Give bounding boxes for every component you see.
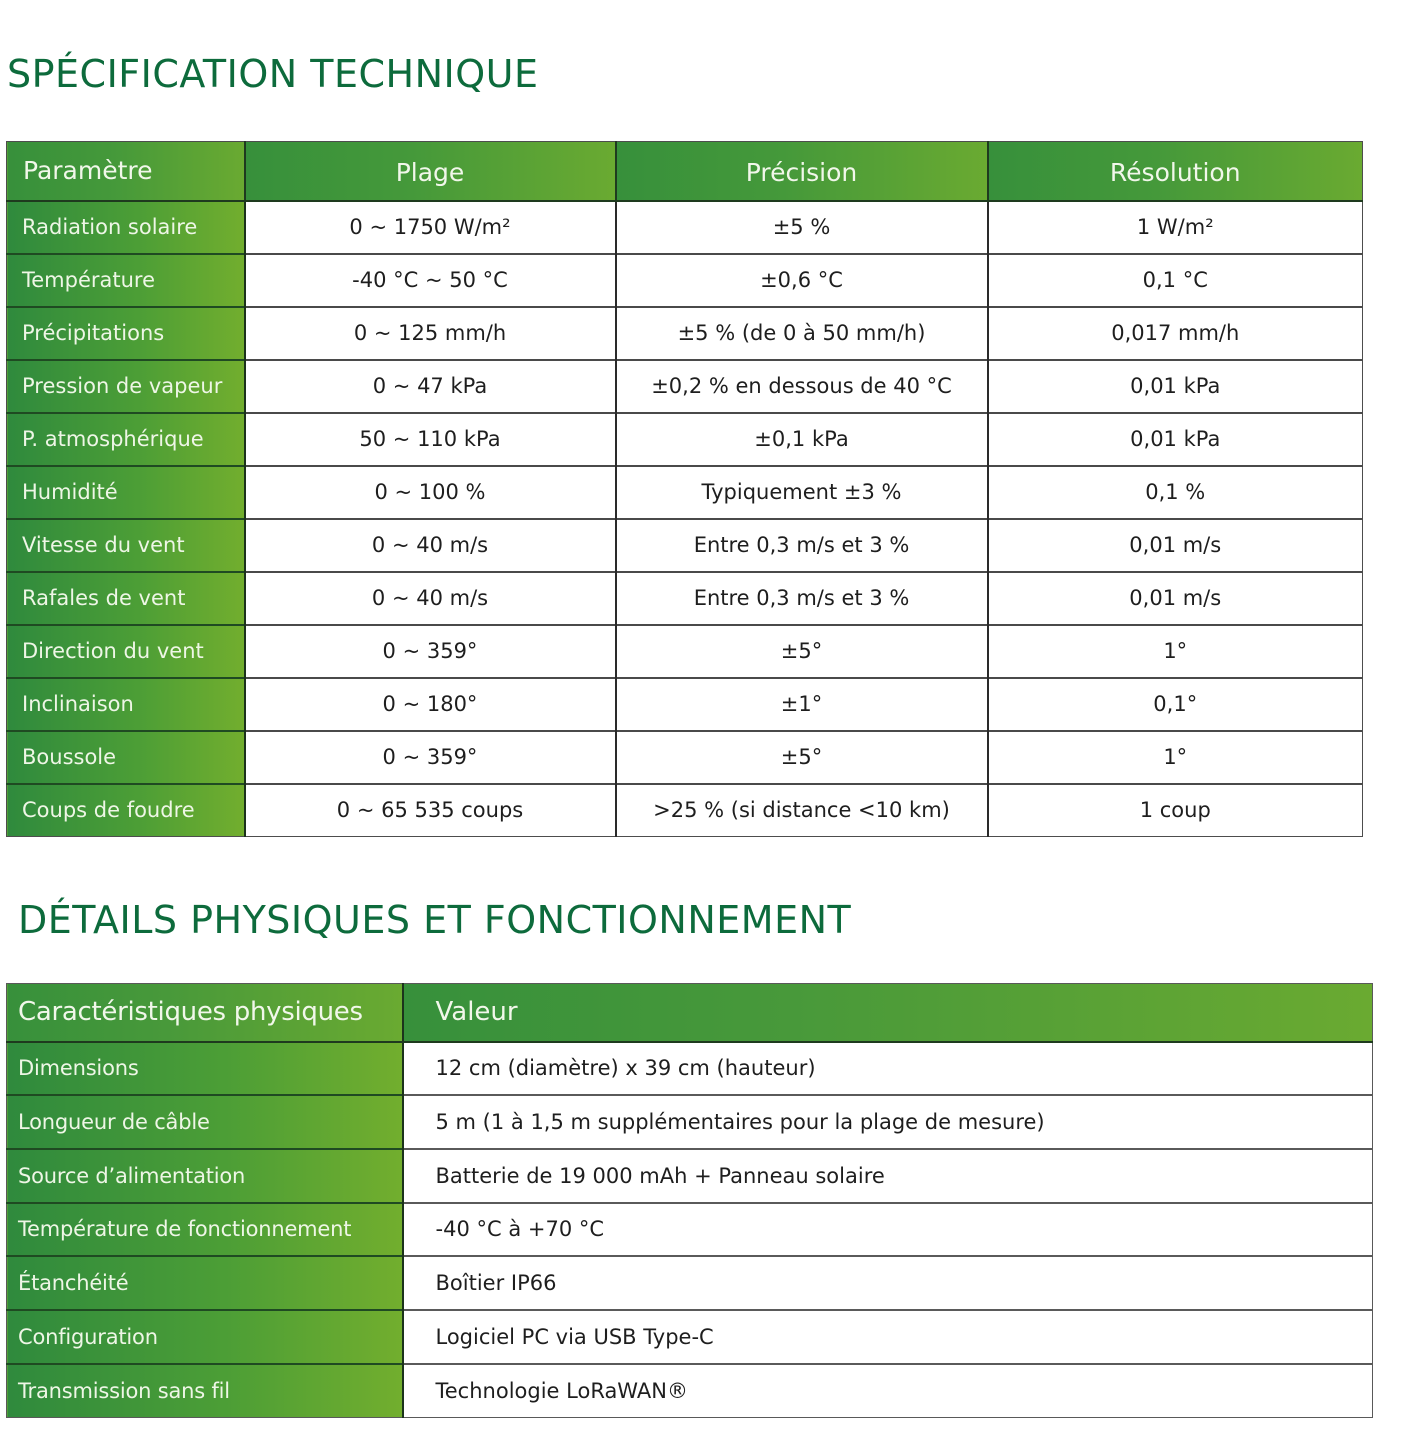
spec-cell-accuracy: Typiquement ±3 % xyxy=(616,466,988,519)
spec-cell-parameter: Précipitations xyxy=(7,307,245,360)
spec-table-row xyxy=(7,466,1363,519)
physical-table-row xyxy=(7,1364,1373,1418)
physical-table-row xyxy=(7,1310,1373,1364)
spec-cell-parameter: Rafales de vent xyxy=(7,572,245,625)
physical-cell-label: Source d’alimentation xyxy=(7,1149,403,1203)
spec-table-row xyxy=(7,519,1363,572)
spec-cell-resolution: 0,01 m/s xyxy=(988,519,1363,572)
spec-header-parameter: Paramètre xyxy=(7,142,245,201)
spec-cell-resolution: 1 coup xyxy=(988,784,1363,837)
spec-cell-resolution: 0,1° xyxy=(988,678,1363,731)
spec-table-row xyxy=(7,254,1363,307)
spec-cell-accuracy: ±1° xyxy=(616,678,988,731)
spec-cell-accuracy: ±0,6 °C xyxy=(616,254,988,307)
spec-header-accuracy: Précision xyxy=(616,142,988,201)
spec-cell-accuracy: ±5 % xyxy=(616,201,988,254)
spec-cell-range: 0 ~ 40 m/s xyxy=(245,572,616,625)
spec-cell-parameter: P. atmosphérique xyxy=(7,413,245,466)
spec-cell-resolution: 1 W/m² xyxy=(988,201,1363,254)
physical-header-value: Valeur xyxy=(403,984,1373,1042)
spec-cell-range: 0 ~ 359° xyxy=(245,731,616,784)
spec-cell-resolution: 0,01 kPa xyxy=(988,413,1363,466)
spec-cell-parameter: Température xyxy=(7,254,245,307)
spec-cell-parameter: Humidité xyxy=(7,466,245,519)
physical-cell-label: Dimensions xyxy=(7,1042,403,1096)
physical-table-row xyxy=(7,1095,1373,1149)
physical-table-row xyxy=(7,1042,1373,1096)
physical-table-header-row xyxy=(7,984,1373,1042)
spec-table-row xyxy=(7,360,1363,413)
spec-cell-parameter: Inclinaison xyxy=(7,678,245,731)
physical-cell-label: Transmission sans fil xyxy=(7,1364,403,1418)
spec-cell-range: 0 ~ 125 mm/h xyxy=(245,307,616,360)
physical-table-row xyxy=(7,1149,1373,1203)
spec-cell-parameter: Coups de foudre xyxy=(7,784,245,837)
spec-cell-range: -40 °C ~ 50 °C xyxy=(245,254,616,307)
spec-table-row xyxy=(7,307,1363,360)
physical-cell-value: Batterie de 19 000 mAh + Panneau solaire xyxy=(403,1149,1373,1203)
spec-cell-accuracy: ±5° xyxy=(616,731,988,784)
spec-cell-range: 0 ~ 180° xyxy=(245,678,616,731)
spec-cell-resolution: 1° xyxy=(988,731,1363,784)
physical-cell-value: 12 cm (diamètre) x 39 cm (hauteur) xyxy=(403,1042,1373,1096)
spec-cell-range: 0 ~ 40 m/s xyxy=(245,519,616,572)
spec-table-row xyxy=(7,572,1363,625)
spec-cell-accuracy: Entre 0,3 m/s et 3 % xyxy=(616,572,988,625)
spec-table-row xyxy=(7,784,1363,837)
spec-table-header-row xyxy=(7,142,1363,201)
spec-cell-parameter: Vitesse du vent xyxy=(7,519,245,572)
spec-cell-range: 0 ~ 47 kPa xyxy=(245,360,616,413)
spec-cell-range: 0 ~ 1750 W/m² xyxy=(245,201,616,254)
spec-table xyxy=(6,141,1363,837)
physical-cell-label: Longueur de câble xyxy=(7,1095,403,1149)
spec-table-row xyxy=(7,413,1363,466)
spec-cell-parameter: Direction du vent xyxy=(7,625,245,678)
spec-cell-range: 0 ~ 359° xyxy=(245,625,616,678)
physical-header-characteristic: Caractéristiques physiques xyxy=(7,984,403,1042)
spec-cell-resolution: 0,01 kPa xyxy=(988,360,1363,413)
spec-cell-resolution: 0,1 % xyxy=(988,466,1363,519)
spec-cell-parameter: Radiation solaire xyxy=(7,201,245,254)
spec-cell-resolution: 0,017 mm/h xyxy=(988,307,1363,360)
spec-cell-accuracy: ±5 % (de 0 à 50 mm/h) xyxy=(616,307,988,360)
spec-header-resolution: Résolution xyxy=(988,142,1363,201)
physical-cell-label: Température de fonctionnement xyxy=(7,1203,403,1257)
physical-cell-value: Logiciel PC via USB Type-C xyxy=(403,1310,1373,1364)
spec-cell-resolution: 0,01 m/s xyxy=(988,572,1363,625)
physical-table-row xyxy=(7,1256,1373,1310)
spec-cell-parameter: Pression de vapeur xyxy=(7,360,245,413)
spec-table-row xyxy=(7,201,1363,254)
physical-table-row xyxy=(7,1203,1373,1257)
spec-cell-parameter: Boussole xyxy=(7,731,245,784)
spec-cell-accuracy: >25 % (si distance <10 km) xyxy=(616,784,988,837)
physical-cell-label: Étanchéité xyxy=(7,1256,403,1310)
physical-cell-value: Technologie LoRaWAN® xyxy=(403,1364,1373,1418)
spec-cell-range: 0 ~ 100 % xyxy=(245,466,616,519)
spec-section-title: SPÉCIFICATION TECHNIQUE xyxy=(7,52,539,96)
physical-cell-value: -40 °C à +70 °C xyxy=(403,1203,1373,1257)
spec-table-row xyxy=(7,625,1363,678)
spec-cell-range: 50 ~ 110 kPa xyxy=(245,413,616,466)
spec-table-row xyxy=(7,731,1363,784)
spec-cell-accuracy: ±5° xyxy=(616,625,988,678)
spec-cell-accuracy: ±0,1 kPa xyxy=(616,413,988,466)
physical-cell-label: Configuration xyxy=(7,1310,403,1364)
spec-header-range: Plage xyxy=(245,142,616,201)
spec-cell-resolution: 1° xyxy=(988,625,1363,678)
physical-table xyxy=(6,983,1373,1418)
spec-cell-accuracy: ±0,2 % en dessous de 40 °C xyxy=(616,360,988,413)
physical-cell-value: 5 m (1 à 1,5 m supplémentaires pour la plage de mesure) xyxy=(403,1095,1373,1149)
spec-table-row xyxy=(7,678,1363,731)
physical-section-title: DÉTAILS PHYSIQUES ET FONCTIONNEMENT xyxy=(18,898,852,942)
spec-cell-range: 0 ~ 65 535 coups xyxy=(245,784,616,837)
spec-cell-accuracy: Entre 0,3 m/s et 3 % xyxy=(616,519,988,572)
physical-cell-value: Boîtier IP66 xyxy=(403,1256,1373,1310)
spec-cell-resolution: 0,1 °C xyxy=(988,254,1363,307)
